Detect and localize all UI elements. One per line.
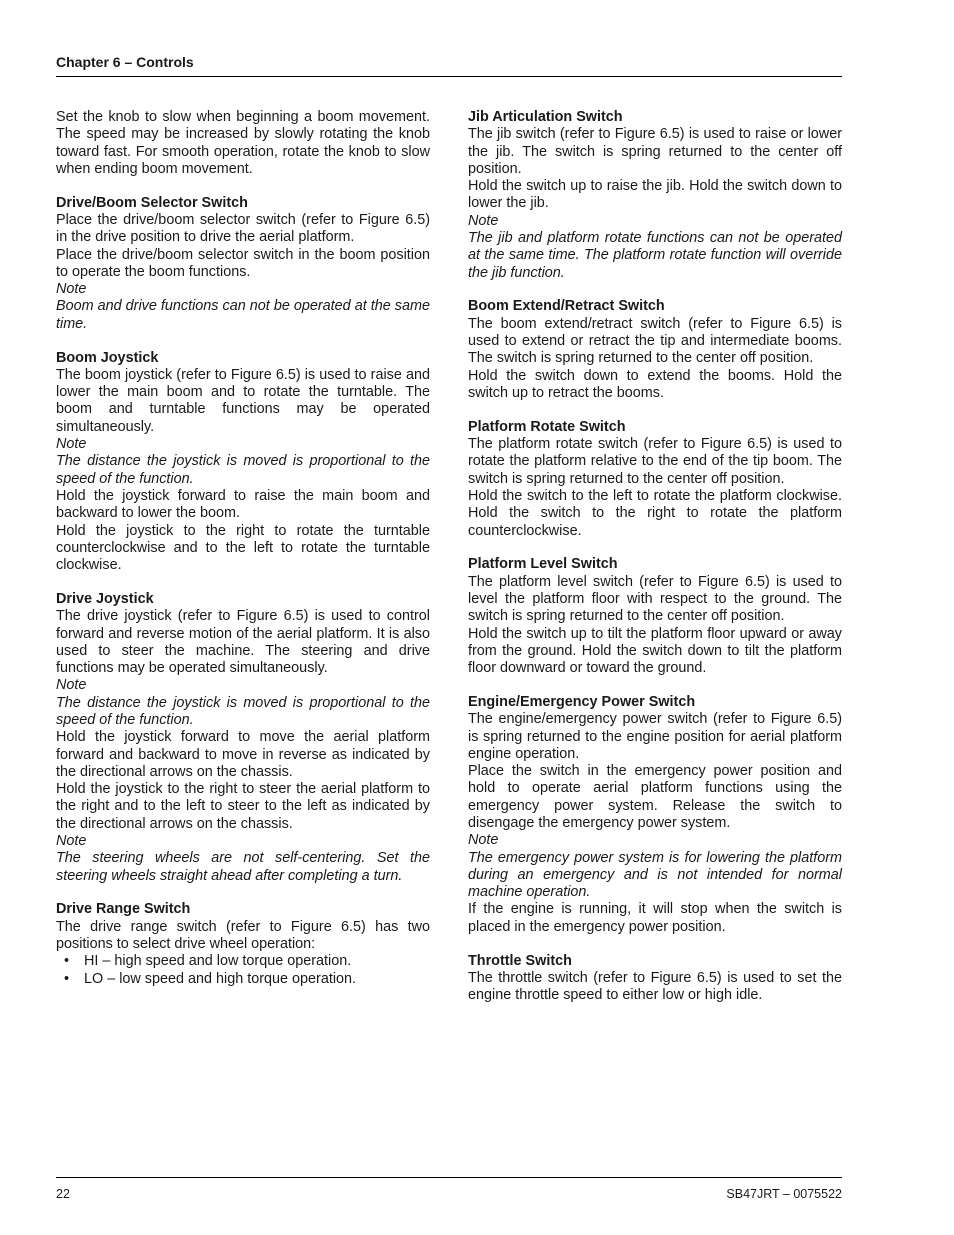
- platform-rotate-section: [468, 419, 842, 540]
- paragraph: The boom extend/retract switch (refer to Figure 6.5) is used to extend or retract the tip and intermediate booms. The switch is spring returned to the center off position.: [468, 315, 842, 367]
- note-label: Note: [468, 832, 499, 849]
- section-heading: Throttle Switch: [468, 952, 572, 969]
- extend-retract-section: [468, 298, 842, 402]
- paragraph: Hold the switch up to tilt the platform floor upward or away from the ground. Hold the switch down to tilt the platform floor downward or toward the ground.: [468, 625, 842, 677]
- page-number: 22: [56, 1187, 70, 1201]
- note-label: Note: [56, 833, 87, 850]
- section-heading: Boom Extend/Retract Switch: [468, 298, 665, 315]
- note-label: Note: [56, 281, 87, 298]
- paragraph: The boom joystick (refer to Figure 6.5) is used to raise and lower the main boom and to rotate the turntable. The boom and turntable functions may be operated simultaneously.: [56, 366, 430, 435]
- paragraph: Hold the switch to the left to rotate the platform clockwise. Hold the switch to the right to rotate the platform counterclockwise.: [468, 487, 842, 539]
- note-label: Note: [56, 677, 87, 694]
- list-item: [64, 953, 430, 970]
- section-heading: Drive/Boom Selector Switch: [56, 194, 248, 211]
- note-label: Note: [56, 436, 87, 453]
- intro-section: [56, 109, 430, 178]
- paragraph: Hold the joystick to the right to steer the aerial platform to the right and to the left to steer to the left as indicated by the directional arrows on the chassis.: [56, 781, 430, 832]
- jib-section: [468, 109, 842, 282]
- paragraph: The drive range switch (refer to Figure 6.5) has two positions to select drive wheel operation:: [56, 918, 430, 953]
- section-heading: Drive Range Switch: [56, 901, 191, 918]
- boom-joystick-section: [56, 350, 430, 575]
- section-heading: Boom Joystick: [56, 349, 159, 366]
- paragraph: Hold the switch up to raise the jib. Hold the switch down to lower the jib.: [468, 178, 842, 212]
- paragraph: Hold the switch down to extend the booms. Hold the switch up to retract the booms.: [468, 367, 842, 401]
- list-item: [64, 971, 430, 988]
- page-header: [56, 54, 842, 77]
- page-footer: [56, 1177, 842, 1201]
- intro-paragraph: Set the knob to slow when beginning a boom movement. The speed may be increased by slowly rotating the knob toward fast. For smooth operation, rotate the knob to slow when ending boom movement.: [56, 109, 430, 177]
- engine-emergency-section: [468, 694, 842, 936]
- section-heading: Drive Joystick: [56, 590, 154, 607]
- note-text: The steering wheels are not self-centering. Set the steering wheels straight ahead after completing a turn.: [56, 850, 430, 884]
- drive-range-section: [56, 901, 430, 987]
- paragraph: The jib switch (refer to Figure 6.5) is used to raise or lower the jib. The switch is spring returned to the center off position.: [468, 126, 842, 177]
- section-heading: Engine/Emergency Power Switch: [468, 693, 696, 710]
- section-heading: Platform Level Switch: [468, 556, 618, 573]
- paragraph: The engine/emergency power switch (refer to Figure 6.5) is spring returned to the engine position for aerial platform engine operation.: [468, 711, 842, 762]
- throttle-section: [468, 953, 842, 1005]
- paragraph: Place the drive/boom selector switch in the boom position to operate the boom functions.: [56, 246, 430, 280]
- note-label: Note: [468, 212, 499, 229]
- right-column: [468, 109, 842, 1021]
- note-text: The distance the joystick is moved is proportional to the speed of the function.: [56, 694, 430, 728]
- section-heading: Jib Articulation Switch: [468, 109, 623, 125]
- note-text: Boom and drive functions can not be operated at the same time.: [56, 298, 430, 332]
- paragraph: The platform rotate switch (refer to Figure 6.5) is used to rotate the platform relative to the end of the tip boom. The switch is spring returned to the center off position.: [468, 436, 842, 487]
- bullet-icon: •: [64, 970, 70, 987]
- note-text: The jib and platform rotate functions can not be operated at the same time. The platform rotate function will override the jib function.: [468, 230, 842, 281]
- bullet-list: [56, 953, 430, 988]
- section-heading: Platform Rotate Switch: [468, 418, 626, 435]
- paragraph: Place the drive/boom selector switch (refer to Figure 6.5) in the drive position to drive the aerial platform.: [56, 211, 430, 246]
- left-column: [56, 109, 430, 1004]
- drive-boom-section: [56, 195, 430, 333]
- list-item-text: LO – low speed and high torque operation.: [84, 970, 357, 987]
- bullet-icon: •: [64, 953, 70, 970]
- note-text: The distance the joystick is moved is proportional to the speed of the function.: [56, 453, 430, 487]
- paragraph: Hold the joystick forward to raise the main boom and backward to lower the boom.: [56, 487, 430, 522]
- paragraph: If the engine is running, it will stop when the switch is placed in the emergency power position.: [468, 901, 842, 935]
- paragraph: Hold the joystick to the right to rotate the turntable counterclockwise and to the left to rotate the turntable clockwise.: [56, 522, 430, 574]
- paragraph: Hold the joystick forward to move the aerial platform forward and backward to move in reverse as indicated by the directional arrows on the chassis.: [56, 729, 430, 780]
- paragraph: The platform level switch (refer to Figure 6.5) is used to level the platform floor with respect to the ground. The switch is spring returned to the center off position.: [468, 573, 842, 625]
- paragraph: The throttle switch (refer to Figure 6.5) is used to set the engine throttle speed to either low or high idle.: [468, 969, 842, 1004]
- drive-joystick-section: [56, 591, 430, 885]
- chapter-title: Chapter 6 – Controls: [56, 54, 194, 70]
- note-text: The emergency power system is for lowering the platform during an emergency and is not intended for normal machine operation.: [468, 849, 842, 901]
- platform-level-section: [468, 556, 842, 677]
- document-id: SB47JRT – 0075522: [726, 1187, 842, 1201]
- paragraph: The drive joystick (refer to Figure 6.5) is used to control forward and reverse motion of the aerial platform. It is also used to steer the machine. The steering and drive functions may be operated simultaneously.: [56, 608, 430, 677]
- list-item-text: HI – high speed and low torque operation.: [84, 953, 352, 970]
- paragraph: Place the switch in the emergency power position and hold to operate aerial platform functions using the emergency power system. Release the switch to disengage the emergency power system.: [468, 763, 842, 831]
